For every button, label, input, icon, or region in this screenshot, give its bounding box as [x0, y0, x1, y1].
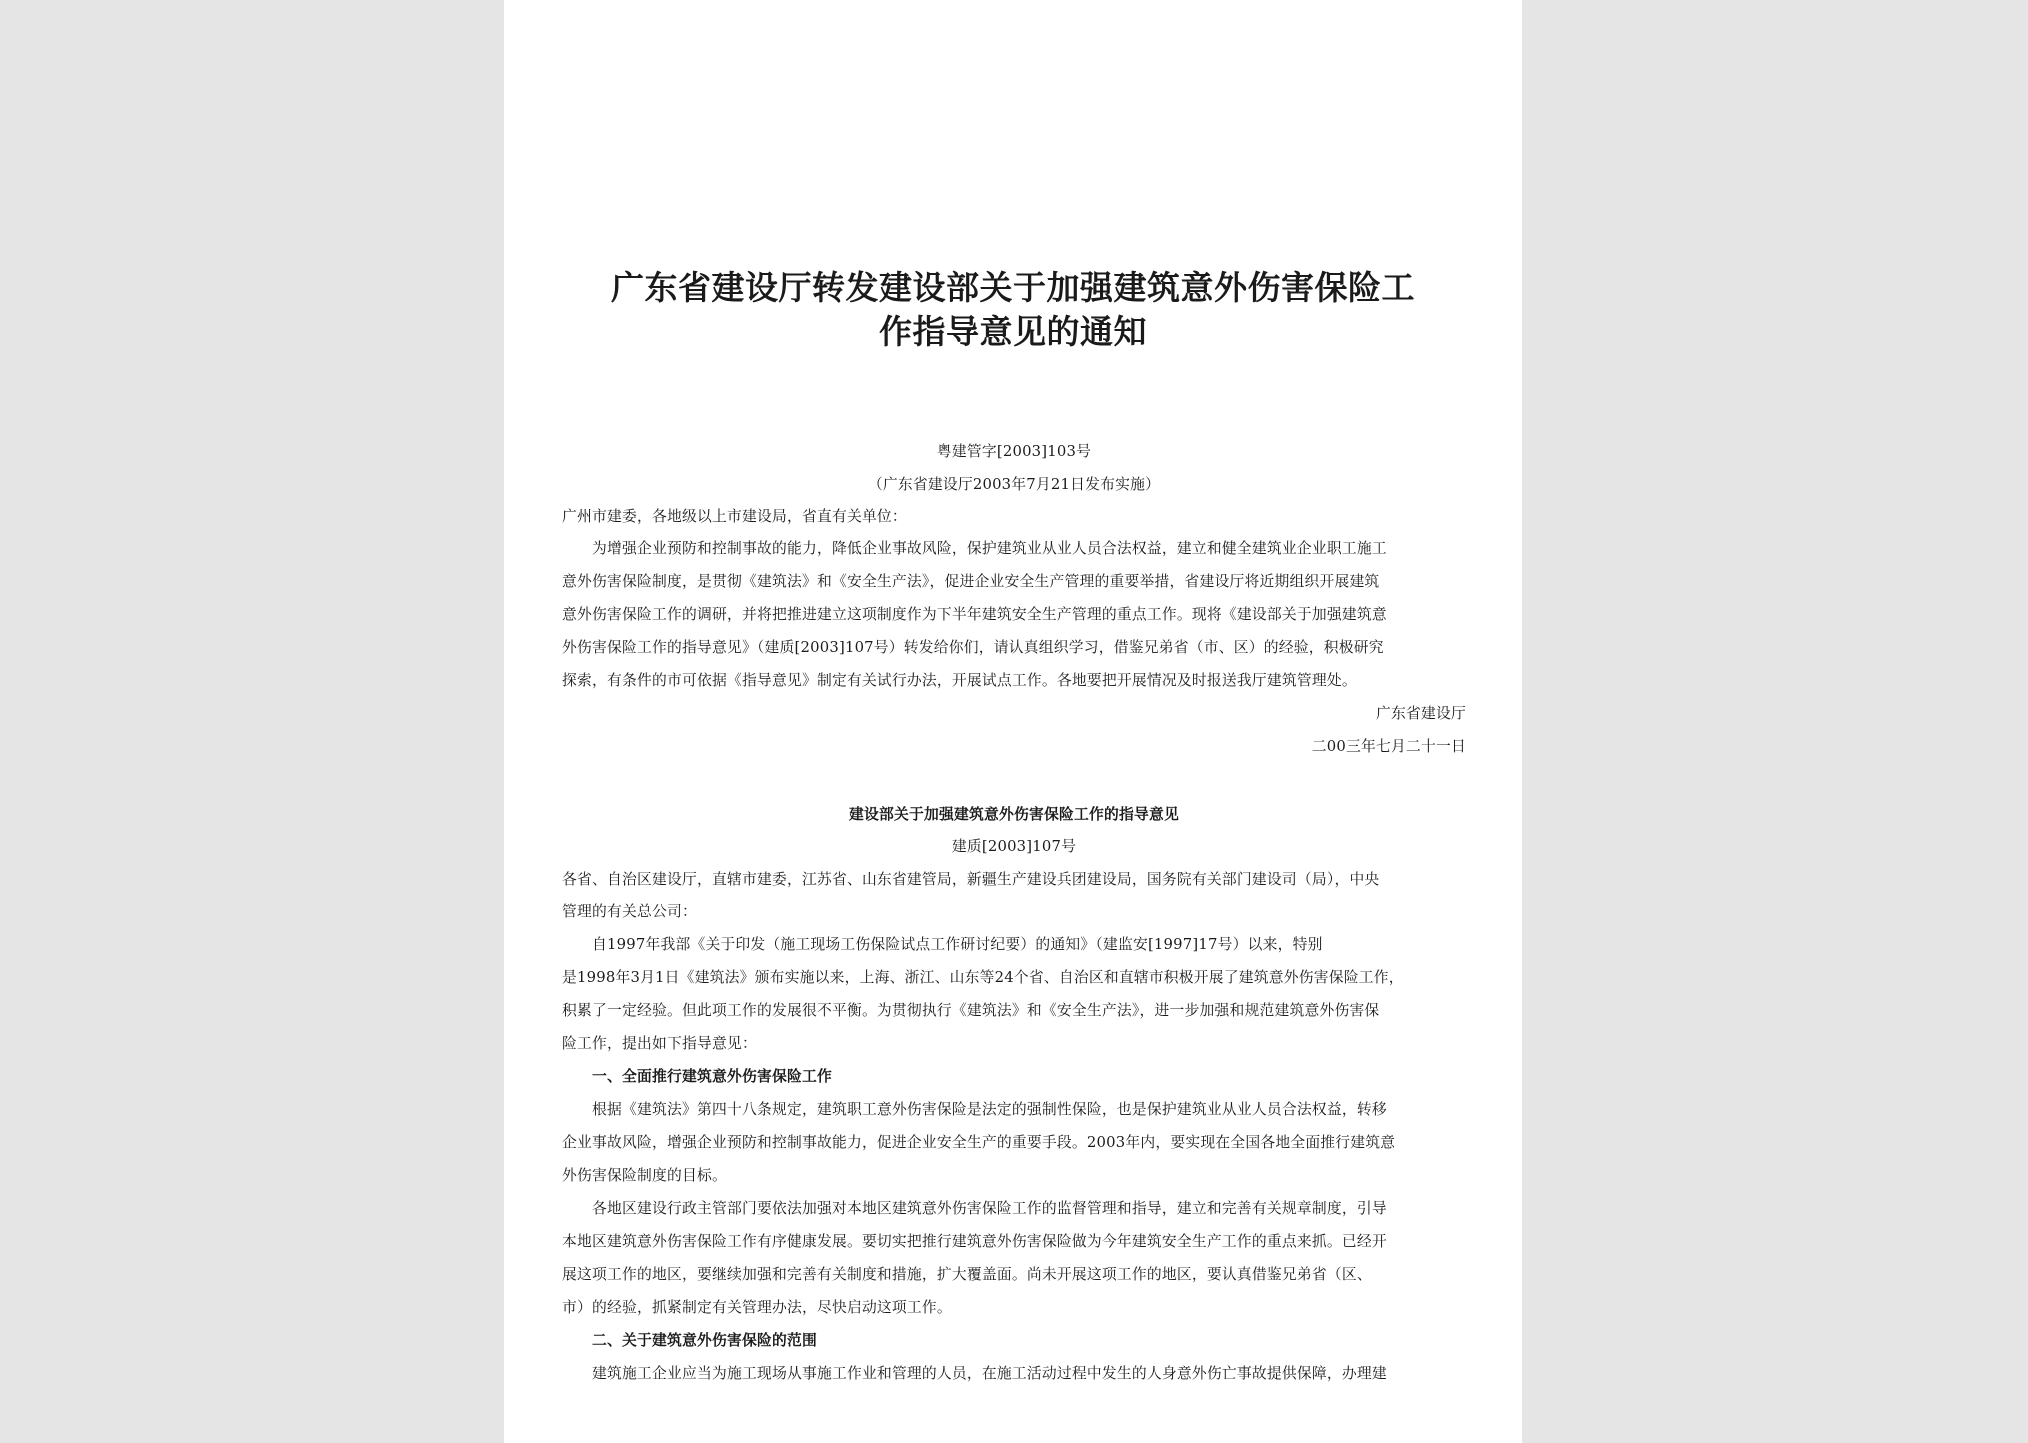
issue-note: （广东省建设厅2003年7月21日发布实施）	[867, 476, 1161, 493]
intro-line: 意外伤害保险工作的调研，并将把推进建立这项制度作为下半年建筑安全生产管理的重点工作。现将《建设部关于加强建筑意	[562, 606, 1387, 623]
paragraph-line: 外伤害保险制度的目标。	[562, 1167, 727, 1184]
signature: 广东省建设厅	[1376, 705, 1466, 722]
document-page	[504, 0, 1522, 1443]
section-intro-line: 自1997年我部《关于印发（施工现场工伤保险试点工作研讨纪要）的通知》（建监安[1997]17号）以来，特别	[592, 936, 1323, 953]
paragraph-line: 建筑施工企业应当为施工现场从事施工作业和管理的人员，在施工活动过程中发生的人身意外伤亡事故提供保障，办理建	[592, 1365, 1387, 1382]
intro-line: 为增强企业预防和控制事故的能力，降低企业事故风险，保护建筑业从业人员合法权益，建立和健全建筑业企业职工施工	[592, 540, 1387, 557]
section-number: 建质[2003]107号	[951, 838, 1077, 855]
paragraph-line: 企业事故风险，增强企业预防和控制事故能力，促进企业安全生产的重要手段。2003年内，要实现在全国各地全面推行建筑意	[562, 1134, 1396, 1151]
title-line-2: 作指导意见的通知	[879, 312, 1147, 351]
document-title	[554, 266, 1472, 354]
intro-line: 探索，有条件的市可依据《指导意见》制定有关试行办法，开展试点工作。各地要把开展情况及时报送我厅建筑管理处。	[562, 672, 1357, 689]
paragraph-line: 根据《建筑法》第四十八条规定，建筑职工意外伤害保险是法定的强制性保险，也是保护建筑业从业人员合法权益，转移	[592, 1101, 1387, 1118]
paragraph-line: 本地区建筑意外伤害保险工作有序健康发展。要切实把推行建筑意外伤害保险做为今年建筑安全生产工作的重点来抓。已经开	[562, 1233, 1387, 1250]
section-intro-line: 险工作，提出如下指导意见：	[562, 1035, 757, 1052]
heading-2: 二、关于建筑意外伤害保险的范围	[592, 1332, 817, 1349]
section-title: 建设部关于加强建筑意外伤害保险工作的指导意见	[849, 806, 1179, 823]
recipients: 广州市建委，各地级以上市建设局，省直有关单位：	[562, 508, 907, 525]
section-intro-line: 是1998年3月1日《建筑法》颁布实施以来，上海、浙江、山东等24个省、自治区和直辖市积极开展了建筑意外伤害保险工作，	[562, 969, 1404, 986]
paragraph-line: 展这项工作的地区，要继续加强和完善有关制度和措施，扩大覆盖面。尚未开展这项工作的地区，要认真借鉴兄弟省（区、	[562, 1266, 1372, 1283]
paragraph-line: 各地区建设行政主管部门要依法加强对本地区建筑意外伤害保险工作的监督管理和指导，建立和完善有关规章制度，引导	[592, 1200, 1387, 1217]
intro-line: 意外伤害保险制度，是贯彻《建筑法》和《安全生产法》，促进企业安全生产管理的重要举措，省建设厅将近期组织开展建筑	[562, 573, 1380, 590]
doc-number: 粤建管字[2003]103号	[936, 443, 1092, 460]
section-recipients-line: 管理的有关总公司：	[562, 903, 697, 920]
title-line-1: 广东省建设厅转发建设部关于加强建筑意外伤害保险工	[611, 268, 1415, 307]
section-intro-line: 积累了一定经验。但此项工作的发展很不平衡。为贯彻执行《建筑法》和《安全生产法》，进一步加强和规范建筑意外伤害保	[562, 1002, 1380, 1019]
heading-1: 一、全面推行建筑意外伤害保险工作	[592, 1068, 832, 1085]
paragraph-line: 市）的经验，抓紧制定有关管理办法，尽快启动这项工作。	[562, 1299, 952, 1316]
date: 二00三年七月二十一日	[1311, 738, 1466, 755]
intro-line: 外伤害保险工作的指导意见》（建质[2003]107号）转发给你们，请认真组织学习，借鉴兄弟省（市、区）的经验，积极研究	[562, 639, 1384, 656]
section-recipients-line: 各省、自治区建设厅，直辖市建委，江苏省、山东省建管局，新疆生产建设兵团建设局，国务院有关部门建设司（局），中央	[562, 871, 1380, 888]
